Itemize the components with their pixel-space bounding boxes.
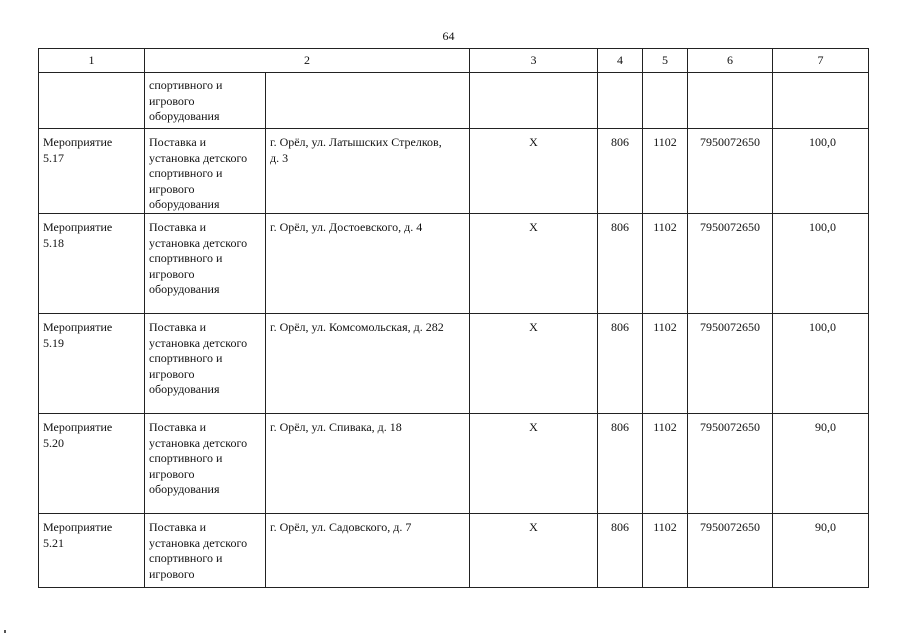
description-cell: Поставка и установка детского спортивного и игрового оборудования — [145, 214, 266, 314]
event-cell: Мероприятие 5.19 — [39, 314, 145, 414]
description-cell: Поставка и установка детского спортивного и игрового оборудования — [145, 129, 266, 214]
col4-cell: 806 — [598, 514, 643, 588]
table-header-row — [39, 49, 869, 73]
col6-cell: 7950072650 — [688, 314, 773, 414]
col7-cell: 100,0 — [773, 129, 869, 214]
header-cell: 1 — [39, 49, 145, 73]
col6-cell: 7950072650 — [688, 414, 773, 514]
description-cell: Поставка и установка детского спортивного и игрового оборудования — [145, 414, 266, 514]
address-cell — [266, 73, 470, 129]
event-cell: Мероприятие 5.21 — [39, 514, 145, 588]
table-row — [39, 314, 869, 414]
col5-cell: 1102 — [643, 214, 688, 314]
col4-cell: 806 — [598, 214, 643, 314]
address-cell: г. Орёл, ул. Садовского, д. 7 — [266, 514, 470, 588]
event-cell: Мероприятие 5.17 — [39, 129, 145, 214]
header-cell: 4 — [598, 49, 643, 73]
event-cell: Мероприятие 5.18 — [39, 214, 145, 314]
table-row — [39, 129, 869, 214]
col7-cell — [773, 73, 869, 129]
table-row-continuation — [39, 73, 869, 129]
col5-cell: 1102 — [643, 314, 688, 414]
scan-mark — [4, 630, 6, 633]
col6-cell: 7950072650 — [688, 514, 773, 588]
col6-cell: 7950072650 — [688, 129, 773, 214]
col7-cell: 100,0 — [773, 314, 869, 414]
col6-cell — [688, 73, 773, 129]
col3-cell: Х — [470, 514, 598, 588]
col4-cell: 806 — [598, 314, 643, 414]
col3-cell: Х — [470, 214, 598, 314]
col4-cell: 806 — [598, 129, 643, 214]
page-number: 64 — [442, 29, 455, 43]
address-cell: г. Орёл, ул. Спивака, д. 18 — [266, 414, 470, 514]
col3-cell: Х — [470, 314, 598, 414]
col5-cell: 1102 — [643, 129, 688, 214]
col7-cell: 100,0 — [773, 214, 869, 314]
description-cell: Поставка и установка детского спортивного и игрового — [145, 514, 266, 588]
col6-cell: 7950072650 — [688, 214, 773, 314]
header-cell: 2 — [145, 49, 470, 73]
col5-cell: 1102 — [643, 514, 688, 588]
col4-cell: 806 — [598, 414, 643, 514]
header-cell: 6 — [688, 49, 773, 73]
col3-cell: Х — [470, 414, 598, 514]
table-row — [39, 514, 869, 588]
col3-cell: Х — [470, 129, 598, 214]
header-cell: 5 — [643, 49, 688, 73]
address-cell: г. Орёл, ул. Достоевского, д. 4 — [266, 214, 470, 314]
description-cell: Поставка и установка детского спортивного и игрового оборудования — [145, 314, 266, 414]
description-cell: спортивного и игрового оборудования — [145, 73, 266, 129]
header-cell: 7 — [773, 49, 869, 73]
event-cell: Мероприятие 5.20 — [39, 414, 145, 514]
col3-cell — [470, 73, 598, 129]
table-row — [39, 414, 869, 514]
col7-cell: 90,0 — [773, 514, 869, 588]
budget-table — [38, 48, 869, 588]
header-cell: 3 — [470, 49, 598, 73]
col5-cell — [643, 73, 688, 129]
table-row — [39, 214, 869, 314]
col5-cell: 1102 — [643, 414, 688, 514]
event-cell — [39, 73, 145, 129]
address-cell: г. Орёл, ул. Латышских Стрелков, д. 3 — [266, 129, 470, 214]
col7-cell: 90,0 — [773, 414, 869, 514]
address-cell: г. Орёл, ул. Комсомольская, д. 282 — [266, 314, 470, 414]
col4-cell — [598, 73, 643, 129]
